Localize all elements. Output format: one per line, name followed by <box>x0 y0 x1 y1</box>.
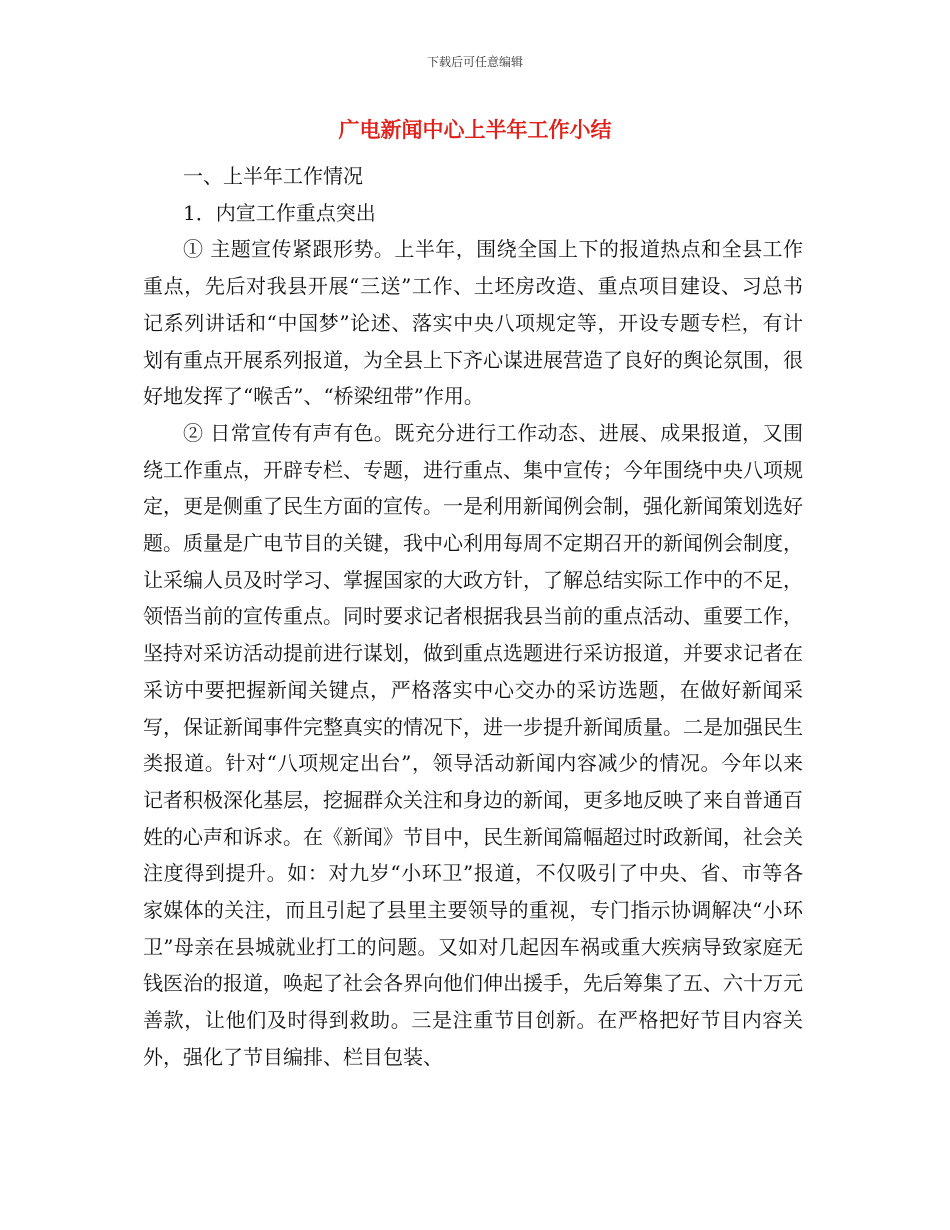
document-title: 广电新闻中心上半年工作小结 <box>338 118 612 142</box>
document-body <box>143 158 803 1076</box>
paragraph-daily-publicity: ② 日常宣传有声有色。既充分进行工作动态、进展、成果报道，又围绕工作重点，开辟专栏、专题，进行重点、集中宣传；今年围绕中央八项规定，更是侧重了民生方面的宣传。一是利用新闻例会制，强化新闻策划选好题。质量是广电节目的关键，我中心利用每周不定期召开的新闻例会制度，让采编人员及时学习、掌握国家的大政方针，了解总结实际工作中的不足，领悟当前的宣传重点。同时要求记者根据我县当前的重点活动、重要工作，坚持对采访活动提前进行谋划，做到重点选题进行采访报道，并要求记者在采访中要把握新闻关键点，严格落实中心交办的采访选题，在做好新闻采写，保证新闻事件完整真实的情况下，进一步提升新闻质量。二是加强民生类报道。针对“八项规定出台”，领导活动新闻内容减少的情况。今年以来记者积极深化基层，挖掘群众关注和身边的新闻，更多地反映了来自普通百姓的心声和诉求。在《新闻》节目中，民生新闻篇幅超过时政新闻，社会关注度得到提升。如：对九岁“小环卫”报道，不仅吸引了中央、省、市等各家媒体的关注，而且引起了县里主要领导的重视，专门指示协调解决“小环卫”母亲在县城就业打工的问题。又如对几起因车祸或重大疾病导致家庭无钱医治的报道，唤起了社会各界向他们伸出援手，先后筹集了五、六十万元善款，让他们及时得到救助。三是注重节目创新。在严格把好节目内容关外，强化了节目编排、栏目包装、 <box>143 420 803 1069</box>
paragraph-theme-publicity: ① 主题宣传紧跟形势。上半年，围绕全国上下的报道热点和全县工作重点，先后对我县开展“三送”工作、土坯房改造、重点项目建设、习总书记系列讲话和“中国梦”论述、落实中央八项规定等，开设专题专栏，有计划有重点开展系列报道，为全县上下齐心谋进展营造了良好的舆论氛围，很好地发挥了“喉舌”、“桥梁纽带”作用。 <box>143 237 803 409</box>
page-header-note: 下载后可任意编辑 <box>426 55 523 69</box>
subsection-heading: 1．内宣工作重点突出 <box>183 200 376 225</box>
section-heading: 一、上半年工作情况 <box>183 164 363 188</box>
